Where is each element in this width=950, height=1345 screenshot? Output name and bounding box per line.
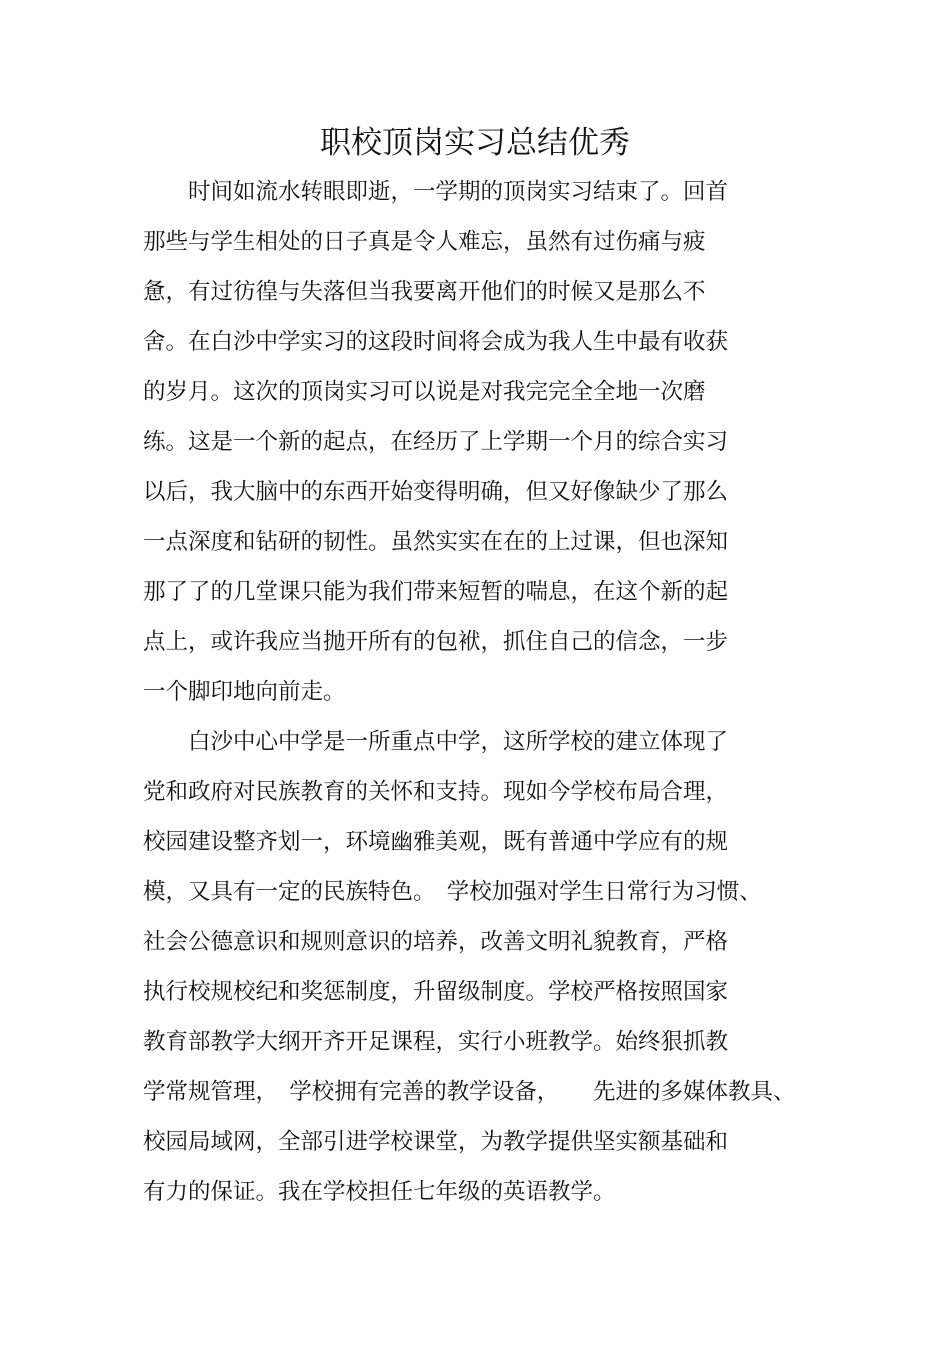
text-line: 学常规管理， 学校拥有完善的教学设备， 先进的多媒体教具、	[143, 1079, 796, 1105]
text-line: 惫，有过彷徨与失落但当我要离开他们的时候又是那么不	[143, 279, 706, 305]
text-line: 那些与学生相处的日子真是令人难忘，虽然有过伤痛与疲	[143, 229, 706, 255]
text-line: 模，又具有一定的民族特色。 学校加强对学生日常行为习惯、	[143, 879, 762, 905]
text-line: 舍。在白沙中学实习的这段时间将会成为我人生中最有收获	[143, 329, 729, 355]
document-title: 职校顶岗实习总结优秀	[320, 125, 630, 161]
text-line: 有力的保证。我在学校担任七年级的英语教学。	[143, 1179, 616, 1205]
text-line: 社会公德意识和规则意识的培养，改善文明礼貌教育，严格	[143, 929, 729, 955]
text-line: 教育部教学大纲开齐开足课程，实行小班教学。始终狠抓教	[143, 1029, 729, 1055]
text-line: 校园局域网，全部引进学校课堂，为教学提供坚实额基础和	[143, 1129, 729, 1155]
text-line: 一点深度和钻研的韧性。虽然实实在在的上过课，但也深知	[143, 529, 729, 555]
text-line: 一个脚印地向前走。	[143, 679, 346, 705]
text-line: 白沙中心中学是一所重点中学，这所学校的建立体现了	[143, 729, 729, 755]
text-line: 党和政府对民族教育的关怀和支持。现如今学校布局合理，	[143, 779, 729, 805]
text-line: 练。这是一个新的起点，在经历了上学期一个月的综合实习	[143, 429, 729, 455]
text-line: 的岁月。这次的顶岗实习可以说是对我完完全全地一次磨	[143, 379, 706, 405]
text-line: 校园建设整齐划一，环境幽雅美观，既有普通中学应有的规	[143, 829, 729, 855]
text-line: 点上，或许我应当抛开所有的包袱，抓住自己的信念，一步	[143, 629, 729, 655]
text-line: 以后，我大脑中的东西开始变得明确，但又好像缺少了那么	[143, 479, 729, 505]
text-line: 那了了的几堂课只能为我们带来短暂的喘息，在这个新的起	[143, 579, 729, 605]
text-line: 时间如流水转眼即逝，一学期的顶岗实习结束了。回首	[143, 179, 729, 205]
text-line: 执行校规校纪和奖惩制度，升留级制度。学校严格按照国家	[143, 979, 729, 1005]
